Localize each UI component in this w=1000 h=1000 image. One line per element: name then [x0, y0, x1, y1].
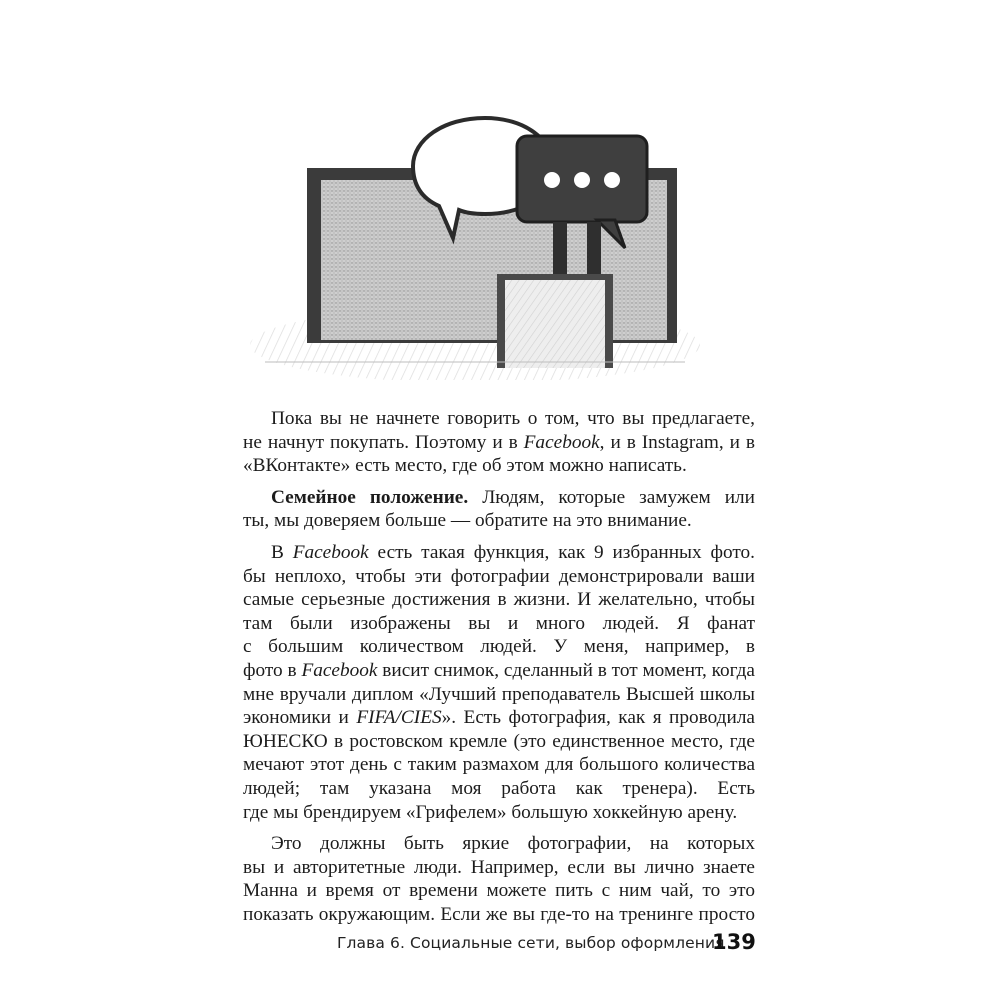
- italic-term: FIFA/CIES: [356, 707, 442, 729]
- text-line: не начнут покупать. Поэтому и в Facebook, и в Instagram, и в: [243, 431, 755, 453]
- text-line: вы и авторитетные люди. Например, если вы лично знаете: [243, 856, 755, 878]
- italic-term: Facebook: [301, 659, 378, 681]
- chat-bubbles-illustration: [235, 110, 705, 380]
- text-line: ЮНЕСКО в ростовском кремле (это единственное место, где: [243, 730, 755, 752]
- device-body: [497, 274, 613, 368]
- text-line: Это должны быть яркие фотографии, на которых: [271, 833, 755, 855]
- text-line: Пока вы не начнете говорить о том, что вы предлагаете,: [271, 408, 755, 429]
- text-line: мечают этот день с таким размахом для большого количества: [243, 754, 755, 776]
- paragraph: [243, 541, 755, 824]
- italic-term: Facebook: [523, 431, 600, 453]
- text-line: «ВКонтакте» есть место, где об этом можно написать.: [243, 455, 687, 477]
- text-line: там были изображены вы и много людей. Я фанат: [243, 612, 755, 634]
- bold-term: Семейное положение.: [271, 486, 469, 508]
- text-line: фото в Facebook висит снимок, сделанный в тот момент, когда: [243, 659, 755, 681]
- text-line: мне вручали диплом «Лучший преподаватель Высшей школы: [243, 683, 755, 705]
- text-line: Семейное положение. Людям, которые замужем или: [271, 486, 755, 508]
- text-line: экономики и FIFA/CIES». Есть фотография, как я проводила: [243, 707, 755, 729]
- paragraph: [243, 407, 755, 478]
- text-line: Манна и время от времени можете пить с ним чай, то это: [243, 880, 755, 902]
- text-line: В Facebook есть такая функция, как 9 избранных фото.: [271, 541, 755, 563]
- italic-term: Facebook: [292, 541, 369, 563]
- page-number: 139: [712, 930, 756, 954]
- paragraph: [243, 832, 755, 926]
- running-footer-chapter-title: Глава 6. Социальные сети, выбор оформления: [337, 934, 725, 952]
- text-line: самые серьезные достижения в жизни. И желательно, чтобы: [243, 589, 755, 611]
- body-text: [243, 407, 755, 934]
- text-line: показать окружающим. Если же вы где-то на тренинге просто: [243, 903, 755, 925]
- text-line: людей; там указана моя работа как тренера). Есть: [243, 777, 755, 799]
- text-line: где мы брендируем «Грифелем» большую хоккейную арену.: [243, 801, 738, 823]
- text-line: с большим количеством людей. У меня, например, в: [243, 636, 755, 658]
- paragraph: [243, 486, 755, 533]
- text-line: ты, мы доверяем больше — обратите на это внимание.: [243, 510, 692, 532]
- text-line: бы неплохо, чтобы эти фотографии демонстрировали ваши: [243, 565, 755, 587]
